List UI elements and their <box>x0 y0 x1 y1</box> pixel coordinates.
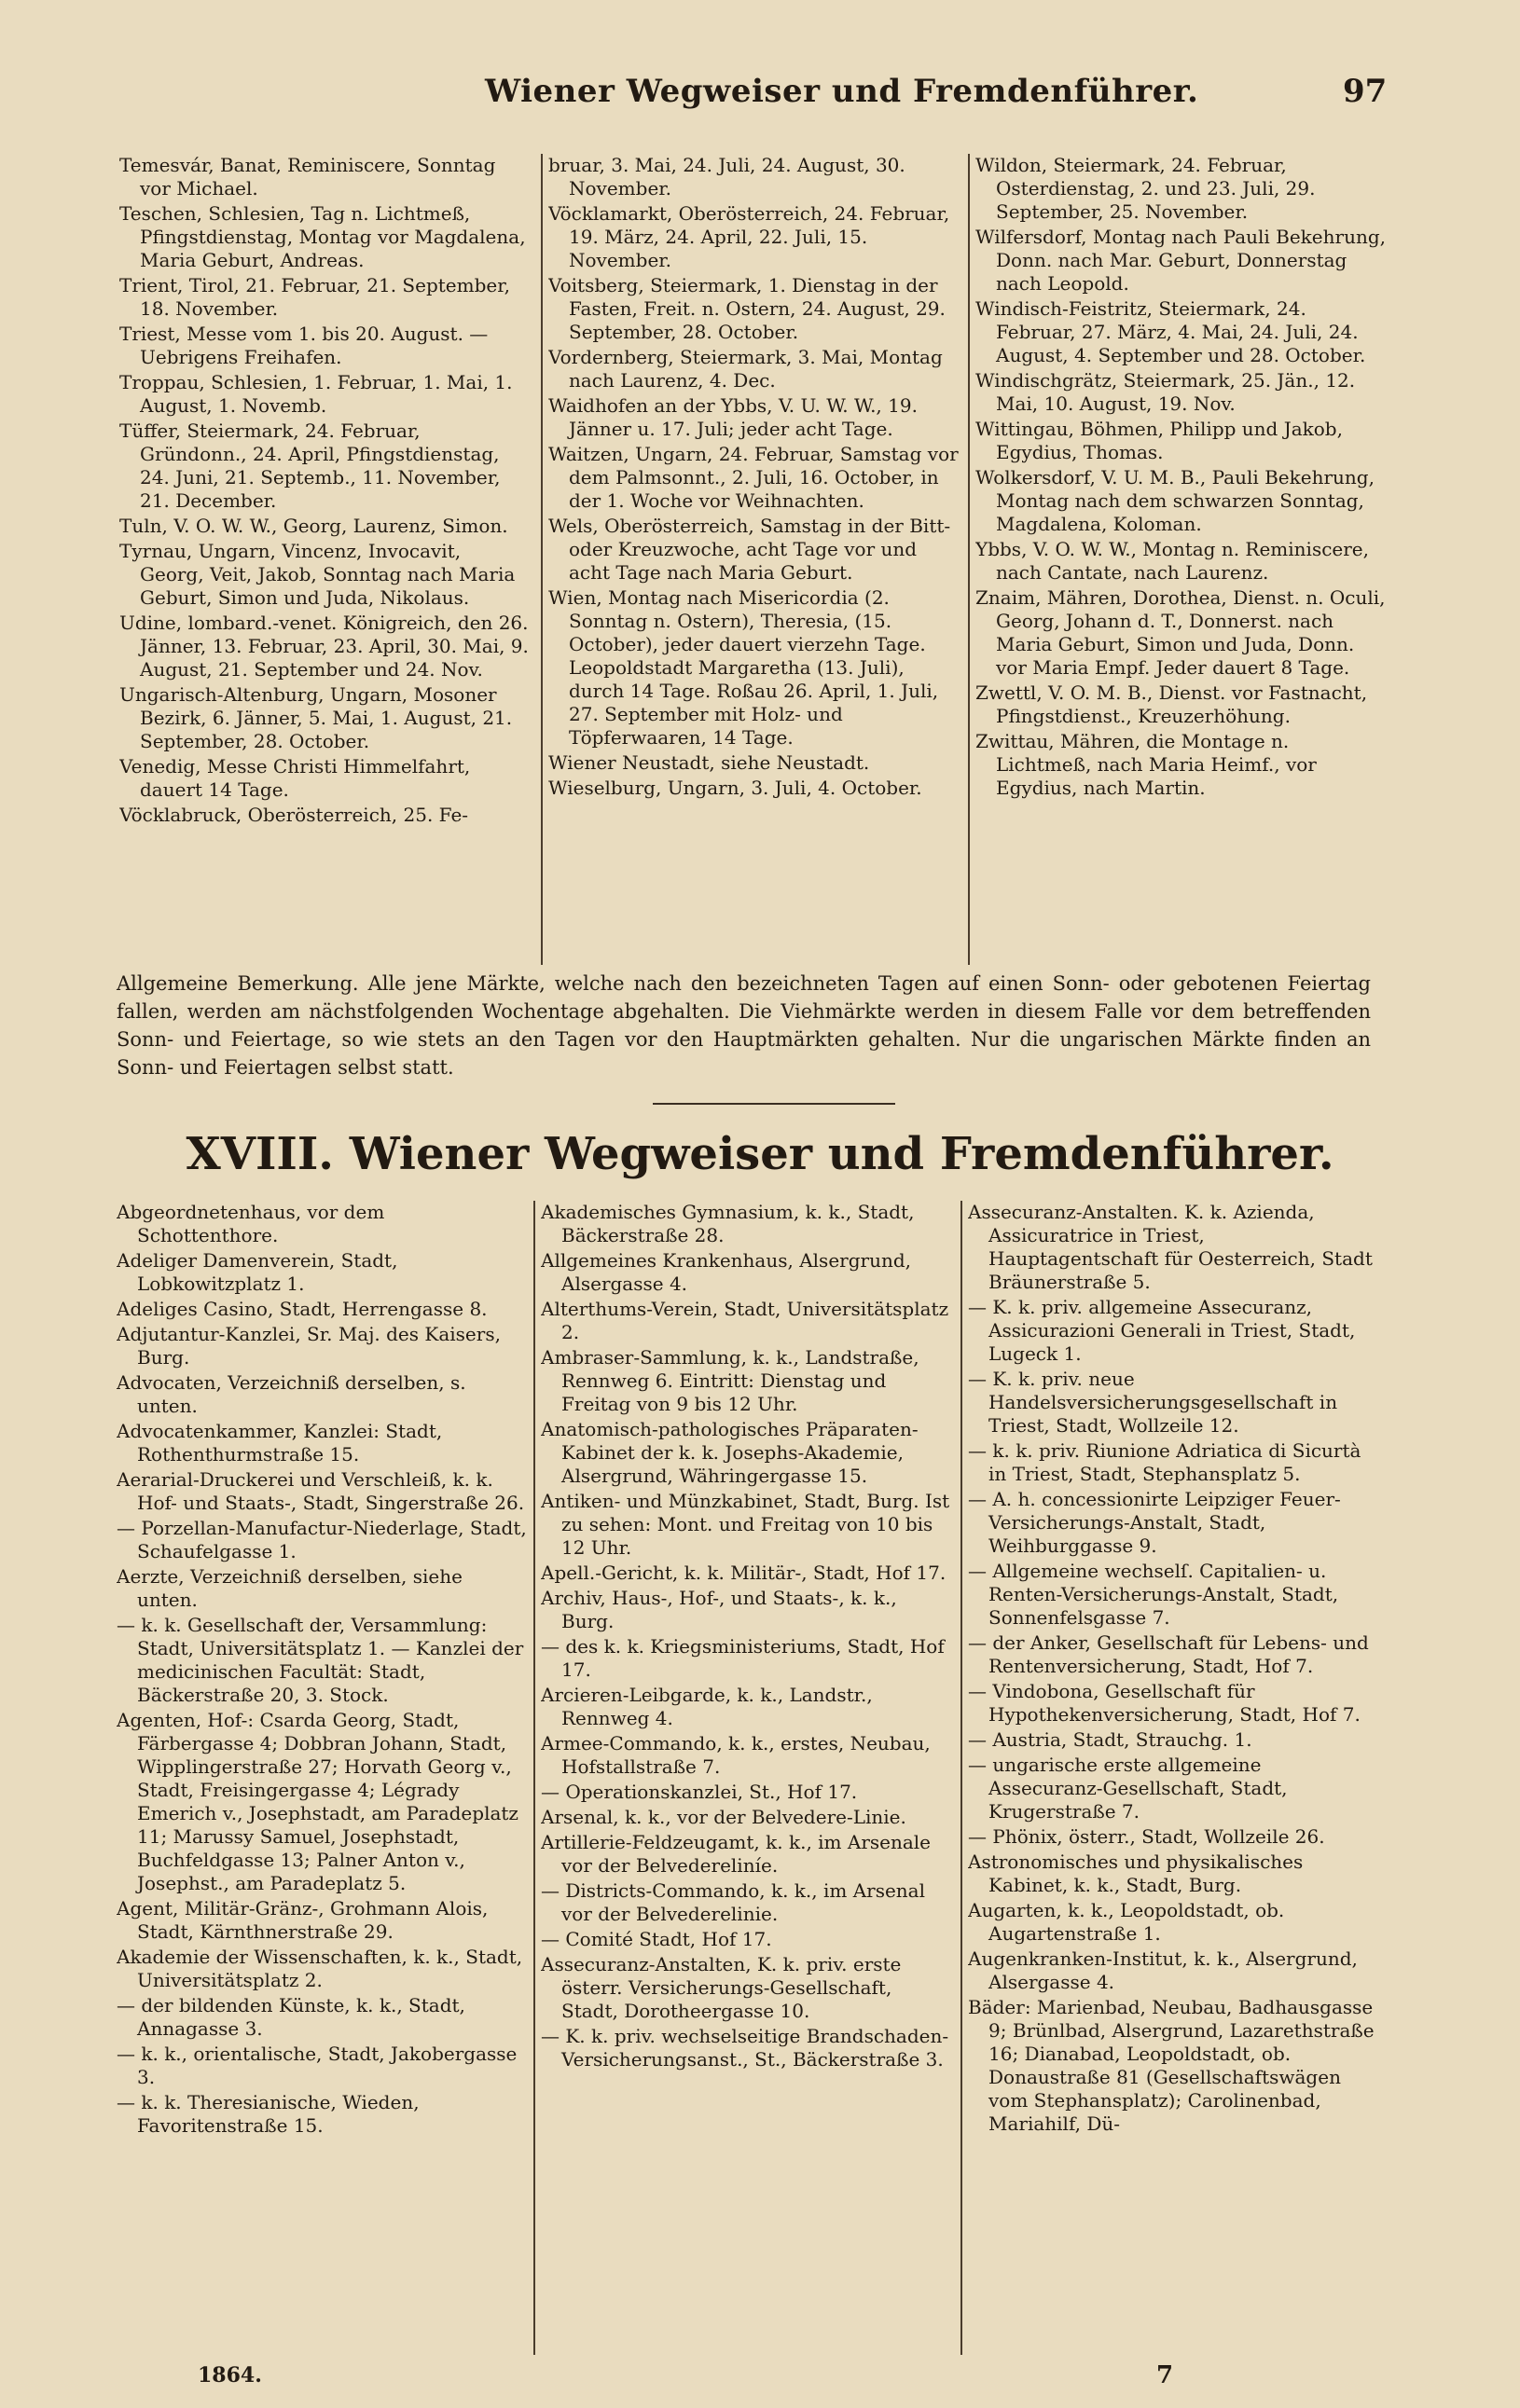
market-entry: Tüffer, Steiermark, 24. Februar, Gründonn., 24. April, Pfingstdienstag, 24. Juni, 21. Septemb., 11. November, 21. December. <box>119 420 501 512</box>
directory-entry: — ungarische erste allgemeine Assecuranz-Gesellschaft, Stadt, Krugerstraße 7. <box>968 1754 1288 1823</box>
directory-entry: — Allgemeine wechselſ. Capitalien- u. Renten-Versicherungs-Anstalt, Stadt, Sonnenfelsgasse 7. <box>968 1560 1339 1629</box>
directory-entry: — Operationskanzlei, St., Hof 17. <box>541 1781 858 1803</box>
market-entry: Ungarisch-Altenburg, Ungarn, Mosoner Bezirk, 6. Jänner, 5. Mai, 1. August, 21. September, 28. October. <box>119 683 513 752</box>
directory-entry: — Austria, Stadt, Strauchg. 1. <box>968 1728 1252 1751</box>
market-entry: Zwittau, Mähren, die Montage n. Lichtmeß, nach Maria Heimf., vor Egydius, nach Martin. <box>975 730 1317 799</box>
directory-entry: Augenkranken-Institut, k. k., Alsergrund, Alsergasse 4. <box>968 1947 1358 1993</box>
directory-entry: Aerzte, Verzeichniß derselben, siehe unten. <box>117 1565 463 1611</box>
market-column-3 <box>975 154 1386 965</box>
directory-entry: Assecuranz-Anstalten, K. k. priv. erste österr. Versicherungs-Gesellschaft, Stadt, Dorotheergasse 10. <box>541 1953 902 2022</box>
market-entry: Wilfersdorf, Montag nach Pauli Bekehrung, Donn. nach Mar. Geburt, Donnerstag nach Leopold. <box>975 226 1386 295</box>
directory-entry: Bäder: Marienbad, Neubau, Badhausgasse 9; Brünlbad, Alsergrund, Lazarethstraße 16; Dianabad, Leopoldstadt, ob. Donaustraße 81 (Gesellschaftswägen vom Stephansplatz); Carolinenbad, Mariahilf, Dü- <box>968 1996 1375 2135</box>
directory-entry: — A. h. concessionirte Leipziger Feuer-Versicherungs-Anstalt, Stadt, Weihburggasse 9. <box>968 1488 1341 1557</box>
directory-entry: Adeliges Casino, Stadt, Herrengasse 8. <box>117 1298 488 1320</box>
market-entry: bruar, 3. Mai, 24. Juli, 24. August, 30. November. <box>548 154 905 200</box>
market-entry: Vöcklabruck, Oberösterreich, 25. Fe- <box>119 804 469 826</box>
market-entry: Temesvár, Banat, Reminiscere, Sonntag vor Michael. <box>119 154 496 200</box>
section-rule <box>653 1103 895 1105</box>
directory-entry: — des k. k. Kriegsministeriums, Stadt, Hof 17. <box>541 1635 945 1681</box>
directory-entry: Allgemeines Krankenhaus, Alsergrund, Alsergasse 4. <box>541 1249 912 1295</box>
directory-entry: — K. k. priv. allgemeine Assecuranz, Assicurazioni Generali in Triest, Stadt, Lugeck 1. <box>968 1296 1356 1365</box>
directory-entry: Armee-Commando, k. k., erstes, Neubau, Hofstallstraße 7. <box>541 1732 931 1778</box>
directory-column-2 <box>541 1201 951 2355</box>
directory-entry: Aerarial-Druckerei und Verschleiß, k. k. Hof- und Staats-, Stadt, Singerstraße 26. <box>117 1468 525 1514</box>
directory-entry: Adeliger Damenverein, Stadt, Lobkowitzplatz 1. <box>117 1249 398 1295</box>
directory-entry: Arcieren-Leibgarde, k. k., Landstr., Rennweg 4. <box>541 1684 873 1729</box>
general-remark: Allgemeine Bemerkung. Alle jene Märkte, welche nach den bezeichneten Tagen auf einen Sonn- oder gebotenen Feiertag fallen, werden am nächstfolgenden Wochentage abgehalten. Die Viehmärkte werden in diesem Falle vor dem betreffenden Sonn- und Feiertage, so wie stets an den Tagen vor den Hauptmärkten gehalten. Nur die ungarischen Märkte finden an Sonn- und Feiertagen selbst statt. <box>117 972 1371 1079</box>
column-divider <box>541 154 543 965</box>
directory-entry: Artillerie-Feldzeugamt, k. k., im Arsenale vor der Belvedereliníe. <box>541 1831 932 1877</box>
directory-entry: — K. k. priv. neue Handelsversicherungsgesellschaft in Triest, Stadt, Wollzeile 12. <box>968 1368 1338 1437</box>
directory-entry: Akademie der Wissenschaften, k. k., Stadt, Universitätsplatz 2. <box>117 1946 523 1991</box>
market-entry: Tyrnau, Ungarn, Vincenz, Invocavit, Georg, Veit, Jakob, Sonntag nach Maria Geburt, Simon und Juda, Nikolaus. <box>119 540 516 609</box>
directory-entry: Akademisches Gymnasium, k. k., Stadt, Bäckerstraße 28. <box>541 1201 915 1246</box>
market-entry: Wien, Montag nach Misericordia (2. Sonntag n. Ostern), Theresia, (15. October), jeder dauert vierzehn Tage. Leopoldstadt Margaretha (13. Juli), durch 14 Tage. Roßau 26. April, 1. Juli, 27. September mit Holz- und Töpferwaaren, 14 Tage. <box>548 586 939 749</box>
directory-entry: Advocatenkammer, Kanzlei: Stadt, Rothenthurmstraße 15. <box>117 1420 443 1465</box>
signature-mark: 7 <box>1156 2361 1174 2389</box>
footer-year: 1864. <box>198 2363 262 2387</box>
market-entry: Troppau, Schlesien, 1. Februar, 1. Mai, 1. August, 1. Novemb. <box>119 371 513 417</box>
running-title: Wiener Wegweiser und Fremdenführer. <box>485 73 1199 110</box>
market-entry: Wolkersdorf, V. U. M. B., Pauli Bekehrung, Montag nach dem schwarzen Sonntag, Magdalena, Koloman. <box>975 466 1375 535</box>
market-column-2 <box>548 154 959 965</box>
directory-entry: — k. k. Gesellschaft der, Versammlung: Stadt, Universitätsplatz 1. — Kanzlei der medicinischen Facultät: Stadt, Bäckerstraße 20, 3. Stock. <box>117 1614 524 1706</box>
column-divider <box>533 1201 535 2355</box>
directory-entry: — der Anker, Gesellschaft für Lebens- und Rentenversicherung, Stadt, Hof 7. <box>968 1631 1369 1677</box>
directory-entry: Astronomisches und physikalisches Kabinet, k. k., Stadt, Burg. <box>968 1851 1304 1896</box>
directory-entry: — Vindobona, Gesellschaft für Hypothekenversicherung, Stadt, Hof 7. <box>968 1680 1361 1726</box>
market-entry: Vordernberg, Steiermark, 3. Mai, Montag nach Laurenz, 4. Dec. <box>548 346 943 392</box>
market-entry: Wiener Neustadt, siehe Neustadt. <box>548 751 870 774</box>
market-entry: Windisch-Feistritz, Steiermark, 24. Februar, 27. März, 4. Mai, 24. Juli, 24. August, 4. September und 28. October. <box>975 297 1366 366</box>
market-column-1 <box>119 154 530 965</box>
directory-column-1 <box>117 1201 527 2355</box>
market-entry: Wittingau, Böhmen, Philipp und Jakob, Egydius, Thomas. <box>975 418 1343 463</box>
market-entry: Wildon, Steiermark, 24. Februar, Osterdienstag, 2. und 23. Juli, 29. September, 25. November. <box>975 154 1316 223</box>
directory-entry: Archiv, Haus-, Hof-, und Staats-, k. k., Burg. <box>541 1587 897 1632</box>
directory-entry: — Comité Stadt, Hof 17. <box>541 1928 772 1950</box>
market-entry: Wels, Oberösterreich, Samstag in der Bitt- oder Kreuzwoche, acht Tage vor und acht Tage nach Maria Geburt. <box>548 515 951 584</box>
directory-entry: Abgeordnetenhaus, vor dem Schottenthore. <box>117 1201 385 1246</box>
directory-entry: Arsenal, k. k., vor der Belvedere-Linie. <box>541 1806 906 1828</box>
directory-entry: Antiken- und Münzkabinet, Stadt, Burg. Ist zu sehen: Mont. und Freitag von 10 bis 12 Uhr. <box>541 1490 950 1559</box>
directory-entry: Apell.-Gericht, k. k. Militär-, Stadt, Hof 17. <box>541 1562 947 1584</box>
directory-entry: Adjutantur-Kanzlei, Sr. Maj. des Kaisers, Burg. <box>117 1323 501 1369</box>
market-entry: Zwettl, V. O. M. B., Dienst. vor Fastnacht, Pfingstdienst., Kreuzerhöhung. <box>975 681 1368 727</box>
column-divider <box>960 1201 962 2355</box>
market-entry: Udine, lombard.-venet. Königreich, den 26. Jänner, 13. Februar, 23. April, 30. Mai, 9. August, 21. September und 24. Nov. <box>119 612 529 681</box>
directory-entry: Agent, Militär-Gränz-, Grohmann Alois, Stadt, Kärnthnerstraße 29. <box>117 1897 489 1943</box>
running-head <box>0 73 1520 119</box>
market-entry: Venedig, Messe Christi Himmelfahrt, dauert 14 Tage. <box>119 755 471 801</box>
market-entry: Vöcklamarkt, Oberösterreich, 24. Februar, 19. März, 24. April, 22. Juli, 15. November. <box>548 202 950 271</box>
column-divider <box>968 154 970 965</box>
market-entry: Tuln, V. O. W. W., Georg, Laurenz, Simon. <box>119 515 508 537</box>
directory-entry: — Phönix, österr., Stadt, Wollzeile 26. <box>968 1825 1325 1848</box>
page-number: 97 <box>1343 73 1388 110</box>
directory-column-3 <box>968 1201 1378 2355</box>
market-entry: Waitzen, Ungarn, 24. Februar, Samstag vor dem Palmsonnt., 2. Juli, 16. October, in der 1. Woche vor Weihnachten. <box>548 443 959 512</box>
directory-entry: Assecuranz-Anstalten. K. k. Azienda, Assicuratrice in Triest, Hauptagentschaft für Oesterreich, Stadt Bräunerstraße 5. <box>968 1201 1373 1293</box>
directory-entry: Ambraser-Sammlung, k. k., Landstraße, Rennweg 6. Eintritt: Dienstag und Freitag von 9 bis 12 Uhr. <box>541 1346 919 1415</box>
market-entry: Teschen, Schlesien, Tag n. Lichtmeß, Pfingstdienstag, Montag vor Magdalena, Maria Geburt, Andreas. <box>119 202 526 271</box>
directory-entry: — K. k. priv. wechselseitige Brandschaden-Versicherungsanst., St., Bäckerstraße 3. <box>541 2025 949 2071</box>
market-entry: Ybbs, V. O. W. W., Montag n. Reminiscere, nach Cantate, nach Laurenz. <box>975 538 1370 584</box>
directory-entry: — Porzellan-Manufactur-Niederlage, Stadt, Schaufelgasse 1. <box>117 1517 527 1562</box>
directory-entry: — der bildenden Künste, k. k., Stadt, Annagasse 3. <box>117 1994 465 2040</box>
directory-entry: Augarten, k. k., Leopoldstadt, ob. Augartenstraße 1. <box>968 1899 1285 1945</box>
section-title: XVIII. Wiener Wegweiser und Fremdenführer. <box>186 1128 1334 1180</box>
directory-entry: Advocaten, Verzeichniß derselben, s. unten. <box>117 1371 466 1417</box>
directory-entry: — k. k. priv. Riunione Adriatica di Sicurtà in Triest, Stadt, Stephansplatz 5. <box>968 1439 1361 1485</box>
directory-entry: Alterthums-Verein, Stadt, Universitätsplatz 2. <box>541 1298 949 1343</box>
market-entry: Voitsberg, Steiermark, 1. Dienstag in der Fasten, Freit. n. Ostern, 24. August, 29. September, 28. October. <box>548 274 946 343</box>
directory-entry: — k. k. Theresianische, Wieden, Favoritenstraße 15. <box>117 2091 420 2137</box>
market-entry: Trient, Tirol, 21. Februar, 21. September, 18. November. <box>119 274 510 320</box>
directory-entry: Agenten, Hof-: Csarda Georg, Stadt, Färbergasse 4; Dobbran Johann, Stadt, Wipplingerstraße 27; Horvath Georg v., Stadt, Freisingergasse 4; Légrady Emerich v., Josephstadt, am Paradeplatz 11; Marussy Samuel, Josephstadt, Buchfeldgasse 13; Palner Anton v., Josephst., am Paradeplatz 5. <box>117 1709 518 1894</box>
directory-entry: Anatomisch-pathologisches Präparaten-Kabinet der k. k. Josephs-Akademie, Alsergrund, Währingergasse 15. <box>541 1418 919 1487</box>
market-entry: Waidhofen an der Ybbs, V. U. W. W., 19. Jänner u. 17. Juli; jeder acht Tage. <box>548 394 918 440</box>
market-entry: Windischgrätz, Steiermark, 25. Jän., 12. Mai, 10. August, 19. Nov. <box>975 369 1356 415</box>
market-entry: Znaim, Mähren, Dorothea, Dienst. n. Oculi, Georg, Johann d. T., Donnerst. nach Maria Geburt, Simon und Juda, Donn. vor Maria Empf. Jeder dauert 8 Tage. <box>975 586 1386 679</box>
directory-entry: — Districts-Commando, k. k., im Arsenal vor der Belvederelinie. <box>541 1879 925 1925</box>
market-entry: Wieselburg, Ungarn, 3. Juli, 4. October. <box>548 777 922 799</box>
market-entry: Triest, Messe vom 1. bis 20. August. — Uebrigens Freihafen. <box>119 323 489 368</box>
directory-entry: — k. k., orientalische, Stadt, Jakobergasse 3. <box>117 2043 518 2088</box>
